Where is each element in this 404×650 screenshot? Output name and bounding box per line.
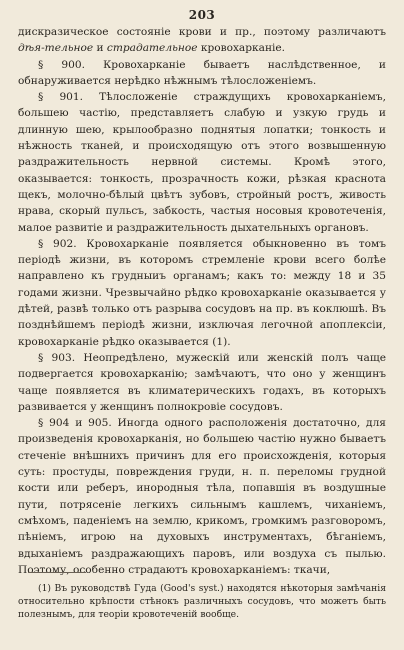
text-run: кровохарканіе. [197,42,286,55]
footnote-divider [28,572,86,573]
paragraph-900: § 900. Кровохарканіе бываетъ наслѣдственное, и обнаруживается нерѣдко нѣжнымъ тѣлосложеніемъ. [18,58,386,87]
italic-term-passive: страдательное [106,42,198,55]
page-number: 203 [188,8,216,22]
italic-term-active: дѣя-тельное [18,42,94,55]
body-text [18,24,386,578]
paragraph-904-905: § 904 и 905. Иногда одного расположенія достаточно, для произведенія кровохарканія, но большею частію нужно бываетъ стеченіе внѣшнихъ причинъ для его происхожденія, которыя суть: простуды, повреждения груди, н. п. переломы грудной кости или реберъ, инородныя тѣла, попавшія въ воздушные пути, потрясеніе легкихъ сильнымъ кашлемъ, чиханіемъ, смѣхомъ, паденіемъ на землю, крикомъ, громкимъ разговоромъ, пѣніемъ, игрою на духовыхъ инструментахъ, бѣганіемъ, вдыханіемъ раздражающихъ паровъ, или воздуха съ пылью. Поэтому, особенно страдаютъ кровохарканіемъ: ткачи, [18,417,386,576]
paragraph-903: § 903. Неопредѣлено, мужескій или женскій полъ чаще подвергается кровохарканію; замѣчаютъ, что оно у женщинъ чаще появляется въ климатерическихъ годахъ, въ которыхъ развивается у женщинъ полнокровіе сосудовъ. [18,351,386,413]
paragraph-continuation [18,24,386,57]
paragraph-902: § 902. Кровохарканіе появляется обыкновенно въ томъ періодѣ жизни, въ которомъ стремленіе крови всего болѣе направлено къ грудныиъ органамъ; какъ то: между 18 и 35 годами жизни. Чрезвычайно рѣдко кровохарканіе оказывается у дѣтей, развѣ только отъ разрыва сосудовъ на пр. въ коклюшѣ. Въ позднѣйшемъ періодѣ жизни, изключая легочной апоплексіи, кровохарканіе рѣдко оказывается (1). [18,237,386,348]
text-run: и [93,42,107,55]
text-run: дискразическое состояніе крови и пр., поэтому различаютъ [18,26,386,38]
footnote: (1) Въ руководствѣ Гуда (Good's syst.) находятся нѣкоторыя замѣчанія относительно крѣпости стѣнокъ различныхъ сосудовъ, что можетъ быть полезнымъ, для теоріи кровотеченій вообще. [18,583,386,620]
paragraph-901: § 901. Тѣлосложеніе страждущихъ кровохарканіемъ, большею частію, представляетъ слабую и узкую грудь и длинную шею, крылообразно поднятыя лопатки; тонкость и нѣжность тканей, и происходящую отъ этого возвышенную раздражительность нервной системы. Кромѣ этого, оказывается: тонкость, прозрачность кожи, рѣзкая краснота щекъ, молочно-бѣлый цвѣтъ зубовъ, стройный ростъ, живость нрава, скорый пульсъ, забкость, частыя носовыя кровотеченія, малое развитіе и раздражительность дыхательныхъ органовъ. [18,91,386,234]
